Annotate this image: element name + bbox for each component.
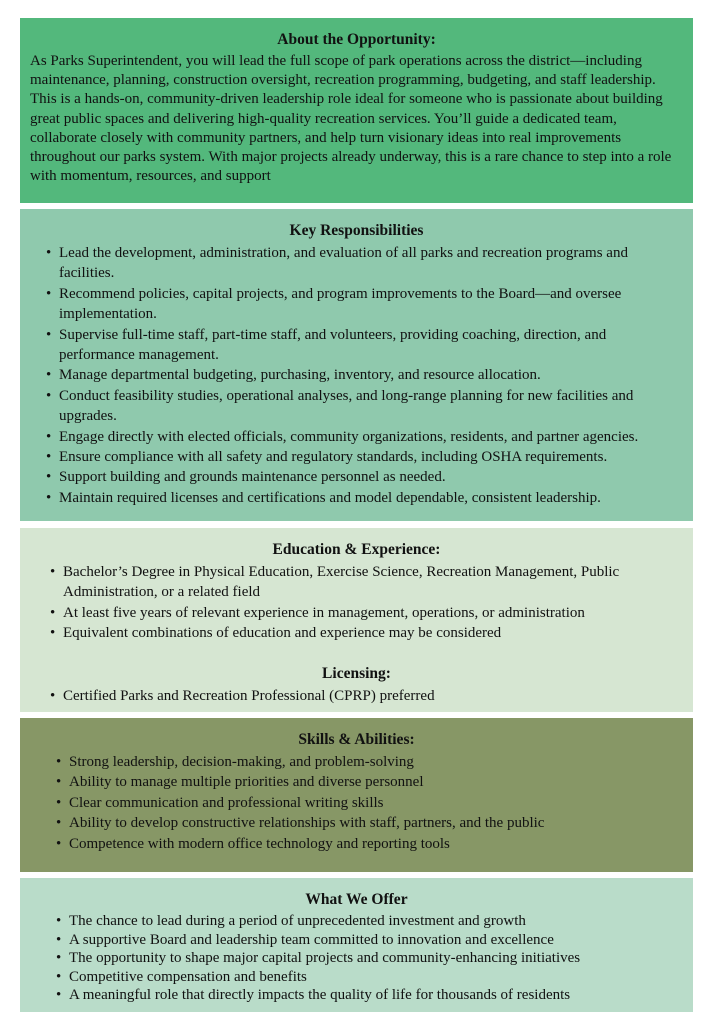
list-item: • Maintain required licenses and certifications and model dependable, consistent leadership.	[50, 488, 683, 508]
offer-section	[20, 878, 693, 1012]
education-section	[20, 528, 693, 712]
list-item: • Manage departmental budgeting, purchasing, inventory, and resource allocation.	[50, 365, 683, 385]
about-title: About the Opportunity:	[277, 31, 436, 48]
list-item: • Equivalent combinations of education and experience may be considered	[54, 623, 683, 643]
list-item: • Ability to manage multiple priorities and diverse personnel	[60, 772, 683, 792]
list-item: • Support building and grounds maintenance personnel as needed.	[50, 467, 683, 487]
list-item: • Lead the development, administration, and evaluation of all parks and recreation programs and facilities.	[50, 243, 683, 284]
about-body: As Parks Superintendent, you will lead the full scope of park operations across the district—including maintenance, planning, construction oversight, recreation programming, budgeting, and staff leadership. This is a hands-on, community-driven leadership role ideal for someone who is passionate about building great public spaces and delivering high-quality recreation services. You’ll guide a dedicated team, collaborate closely with community partners, and help turn visionary ideas into real improvements throughout our parks system. With major projects already underway, this is a rare chance to step into a role with momentum, resources, and support	[30, 53, 672, 185]
list-item: • A supportive Board and leadership team committed to innovation and excellence	[60, 931, 683, 950]
list-item: • A meaningful role that directly impacts the quality of life for thousands of residents	[60, 986, 683, 1005]
list-item: • Ability to develop constructive relationships with staff, partners, and the public	[60, 813, 683, 833]
list-item: • The opportunity to shape major capital projects and community-enhancing initiatives	[60, 949, 683, 968]
list-item: • Clear communication and professional writing skills	[60, 793, 683, 813]
list-item: • Conduct feasibility studies, operational analyses, and long-range planning for new facilities and upgrades.	[50, 386, 683, 427]
skills-title: Skills & Abilities:	[298, 731, 415, 748]
offer-title: What We Offer	[305, 891, 408, 908]
licensing-title: Licensing:	[322, 664, 391, 682]
responsibilities-section	[20, 209, 693, 521]
responsibilities-list	[30, 243, 683, 508]
list-item: • Ensure compliance with all safety and regulatory standards, including OSHA requirements.	[50, 447, 683, 467]
list-item: • The chance to lead during a period of unprecedented investment and growth	[60, 912, 683, 931]
offer-list	[30, 912, 683, 1005]
list-item: • Competitive compensation and benefits	[60, 968, 683, 987]
list-item: • Competence with modern office technology and reporting tools	[60, 834, 683, 854]
skills-section	[20, 718, 693, 872]
responsibilities-title: Key Responsibilities	[289, 222, 424, 239]
education-title: Education & Experience:	[272, 541, 441, 558]
about-section	[20, 18, 693, 203]
skills-list	[30, 752, 683, 854]
list-item: • Bachelor’s Degree in Physical Education, Exercise Science, Recreation Management, Public Administration, or a related field	[54, 562, 683, 603]
list-item: • Engage directly with elected officials, community organizations, residents, and partner agencies.	[50, 427, 683, 447]
list-item: • Recommend policies, capital projects, and program improvements to the Board—and oversee implementation.	[50, 284, 683, 325]
list-item: • Certified Parks and Recreation Professional (CPRP) preferred	[54, 686, 683, 706]
list-item: • Supervise full-time staff, part-time staff, and volunteers, providing coaching, direction, and performance management.	[50, 325, 683, 366]
education-list	[30, 562, 683, 644]
list-item: • At least five years of relevant experience in management, operations, or administration	[54, 603, 683, 623]
list-item: • Strong leadership, decision-making, and problem-solving	[60, 752, 683, 772]
licensing-list	[30, 686, 683, 706]
